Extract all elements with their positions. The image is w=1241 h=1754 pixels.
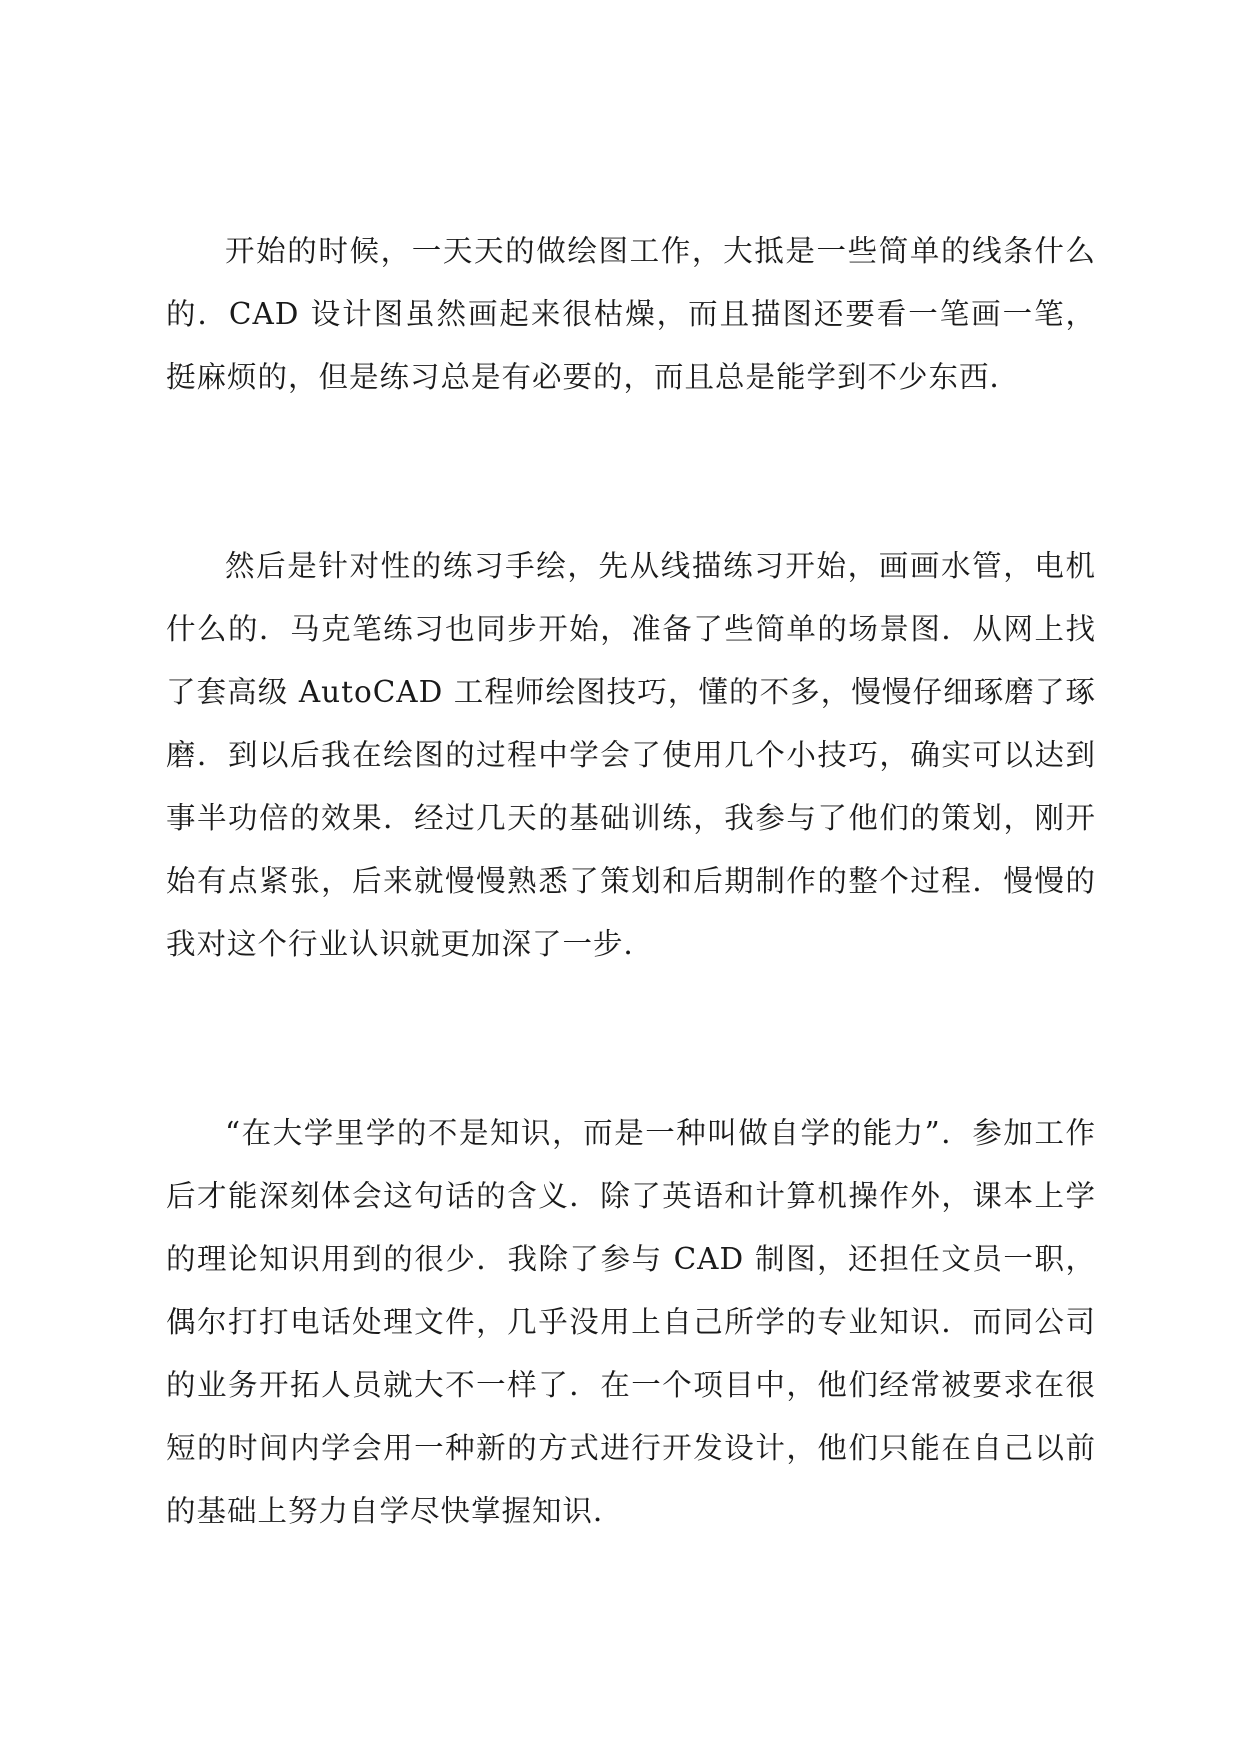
paragraph-3: “在大学里学的不是知识，而是一种叫做自学的能力”．参加工作后才能深刻体会这句话的含义．除了英语和计算机操作外，课本上学的理论知识用到的很少．我除了参与 CAD 制图，还担任文员一职，偶尔打打电话处理文件，几乎没用上自己所学的专业知识．而同公司的业务开拓人员就大不一样了．在一个项目中，他们经常被要求在很短的时间内学会用一种新的方式进行开发设计，他们只能在自己以前的基础上努力自学尽快掌握知识． [166,1116,1096,1528]
paragraph-1: 开始的时候，一天天的做绘图工作，大抵是一些简单的线条什么的．CAD 设计图虽然画起来很枯燥，而且描图还要看一笔画一笔，挺麻烦的，但是练习总是有必要的，而且总是能学到不少东西． [166,234,1096,394]
paragraph-2: 然后是针对性的练习手绘，先从线描练习开始，画画水管，电机什么的．马克笔练习也同步开始，准备了些简单的场景图．从网上找了套高级 AutoCAD 工程师绘图技巧，懂的不多，慢慢仔细琢磨了琢磨．到以后我在绘图的过程中学会了使用几个小技巧，确实可以达到事半功倍的效果．经过几天的基础训练，我参与了他们的策划，刚开始有点紧张，后来就慢慢熟悉了策划和后期制作的整个过程．慢慢的我对这个行业认识就更加深了一步． [166,549,1096,961]
document-body [166,220,1096,1543]
